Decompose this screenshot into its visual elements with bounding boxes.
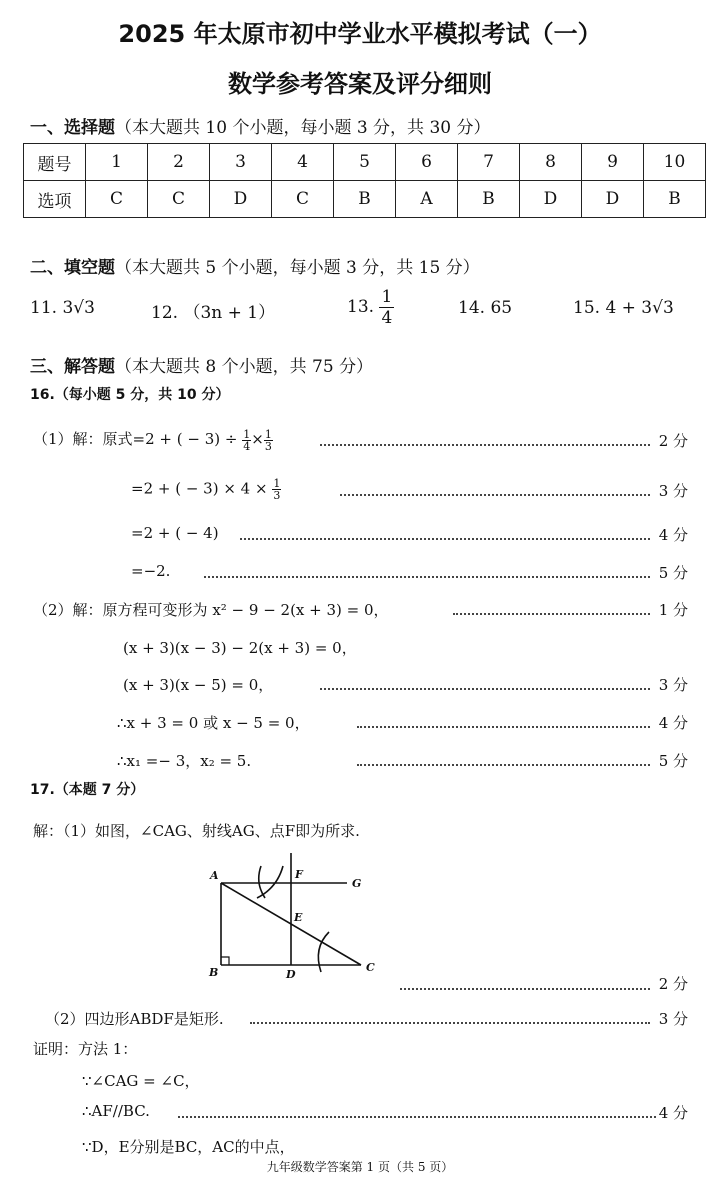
times-sign: ×	[251, 430, 264, 448]
q16-p2-line2: (x + 3)(x − 3) − 2(x + 3) = 0，	[123, 639, 357, 657]
q16-p2-line3: (x + 3)(x − 5) = 0，	[123, 676, 274, 694]
answer-table	[23, 143, 706, 218]
fraction	[272, 478, 281, 501]
q17-proof-line2: ∴AF//BC.	[82, 1102, 150, 1120]
dot-leader	[178, 1116, 656, 1118]
q17-part1: 解：（1）如图，∠CAG、射线AG、点F即为所求.	[33, 822, 360, 840]
fraction-denominator: 3	[264, 439, 272, 453]
q16-p2-line5: ∴x₁ =− 3，x₂ = 5.	[117, 752, 252, 770]
table-cell: 4	[272, 144, 334, 181]
table-cell: 5	[334, 144, 396, 181]
section-choice-note: （本大题共 10 个小题，每小题 3 分，共 30 分）	[115, 118, 491, 138]
q17-heading: 17.（本题 7 分）	[30, 782, 145, 798]
fraction-numerator: 1	[243, 427, 251, 441]
label-b: B	[209, 966, 219, 979]
table-cell: D	[210, 181, 272, 218]
q16-p1-line2	[131, 478, 281, 501]
dot-leader	[320, 688, 650, 690]
fill-answer-11: 11. 3√3	[30, 298, 95, 318]
fraction-denominator: 4	[381, 308, 393, 328]
table-cell: 8	[520, 144, 582, 181]
table-header-answer: 选项	[24, 181, 86, 218]
fraction-numerator: 1	[381, 287, 393, 307]
dot-leader	[357, 726, 650, 728]
q16-p1-line2-text: =2 + ( − 3) × 4 ×	[131, 479, 268, 498]
fill-answer-13-label: 13.	[347, 297, 375, 317]
label-c: C	[366, 961, 375, 974]
q16-p1-line3: =2 + ( − 4)	[131, 524, 219, 542]
section-choice-heading	[30, 113, 491, 138]
section-fill-note: （本大题共 5 个小题，每小题 3 分，共 15 分）	[115, 258, 480, 278]
fill-answer-12: 12. （3n + 1）	[151, 303, 276, 323]
label-f: F	[295, 868, 303, 881]
score-q17-2: 3 分	[658, 1010, 688, 1028]
table-cell: A	[396, 181, 458, 218]
q16-p1-line1	[33, 428, 273, 452]
table-cell: 6	[396, 144, 458, 181]
dot-leader	[340, 494, 650, 496]
dot-leader	[400, 988, 650, 990]
label-a: A	[210, 869, 219, 882]
section-solve-heading	[30, 352, 373, 377]
section-solve-title: 三、解答题	[30, 357, 115, 377]
q16-p1-line1-text: （1）解：原式=2 + ( − 3) ÷	[33, 430, 238, 448]
table-cell: D	[582, 181, 644, 218]
dot-leader	[357, 764, 650, 766]
label-d: D	[286, 968, 296, 981]
score-q17-fig: 2 分	[658, 975, 688, 993]
table-cell: 3	[210, 144, 272, 181]
table-header-number: 题号	[24, 144, 86, 181]
table-cell: 2	[148, 144, 210, 181]
fraction-denominator: 3	[273, 489, 281, 502]
fill-answer-15: 15. 4 + 3√3	[573, 298, 674, 318]
section-fill-title: 二、填空题	[30, 258, 115, 278]
score-q16-1-b: 3 分	[658, 482, 688, 500]
table-cell: C	[86, 181, 148, 218]
page-footer: 九年级数学答案第 1 页（共 5 页）	[266, 1160, 454, 1174]
score-q16-1-a: 2 分	[658, 432, 688, 450]
q17-proof-heading: 证明：方法 1：	[33, 1040, 138, 1058]
right-angle-mark	[221, 957, 229, 965]
fill-answer-13	[347, 287, 394, 328]
dot-leader	[250, 1022, 650, 1024]
section-fill-heading	[30, 253, 480, 278]
construction-arc	[318, 932, 329, 972]
q16-heading: 16.（每小题 5 分，共 10 分）	[30, 387, 230, 403]
table-cell: 1	[86, 144, 148, 181]
score-q16-2-a: 1 分	[658, 601, 688, 619]
fraction-one-quarter	[379, 287, 394, 328]
table-cell: 7	[458, 144, 520, 181]
dot-leader	[240, 538, 650, 540]
score-q16-2-d: 5 分	[658, 752, 688, 770]
title-sub: 数学参考答案及评分细则	[228, 70, 492, 98]
table-row-numbers	[24, 144, 706, 181]
score-q17-proof: 4 分	[658, 1104, 688, 1122]
dot-leader	[453, 613, 650, 615]
table-cell: 9	[582, 144, 644, 181]
q16-p2-line1: （2）解：原方程可变形为 x² − 9 − 2(x + 3) = 0，	[33, 601, 389, 619]
dot-leader	[204, 576, 650, 578]
table-cell: 10	[644, 144, 706, 181]
table-cell: C	[148, 181, 210, 218]
section-solve-note: （本大题共 8 个小题，共 75 分）	[115, 357, 374, 377]
fraction	[264, 429, 273, 452]
score-q16-1-c: 4 分	[658, 526, 688, 544]
fraction-denominator: 4	[243, 439, 251, 453]
dot-leader	[320, 444, 650, 446]
score-q16-2-c: 4 分	[658, 714, 688, 732]
table-cell: B	[334, 181, 396, 218]
title-main: 2025 年太原市初中学业水平模拟考试（一）	[118, 20, 602, 48]
q16-p1-line4: =−2.	[131, 562, 171, 580]
section-choice-title: 一、选择题	[30, 118, 115, 138]
table-cell: C	[272, 181, 334, 218]
q17-part2: （2）四边形ABDF是矩形.	[45, 1010, 224, 1028]
table-cell: B	[644, 181, 706, 218]
fraction-numerator: 1	[264, 427, 272, 441]
fill-answer-14: 14. 65	[458, 298, 513, 318]
label-e: E	[294, 911, 303, 924]
score-q16-1-d: 5 分	[658, 564, 688, 582]
q17-proof-line1: ∵∠CAG = ∠C，	[82, 1072, 200, 1090]
q16-p2-line4: ∴x + 3 = 0 或 x − 5 = 0，	[117, 714, 310, 732]
q17-proof-line3: ∵D，E分别是BC，AC的中点，	[82, 1138, 295, 1156]
table-cell: D	[520, 181, 582, 218]
fraction-numerator: 1	[273, 477, 281, 490]
table-cell: B	[458, 181, 520, 218]
fraction	[242, 429, 251, 452]
label-g: G	[352, 877, 362, 890]
construction-arc	[257, 866, 283, 898]
table-row-answers	[24, 181, 706, 218]
geometry-figure	[195, 848, 395, 983]
score-q16-2-b: 3 分	[658, 676, 688, 694]
